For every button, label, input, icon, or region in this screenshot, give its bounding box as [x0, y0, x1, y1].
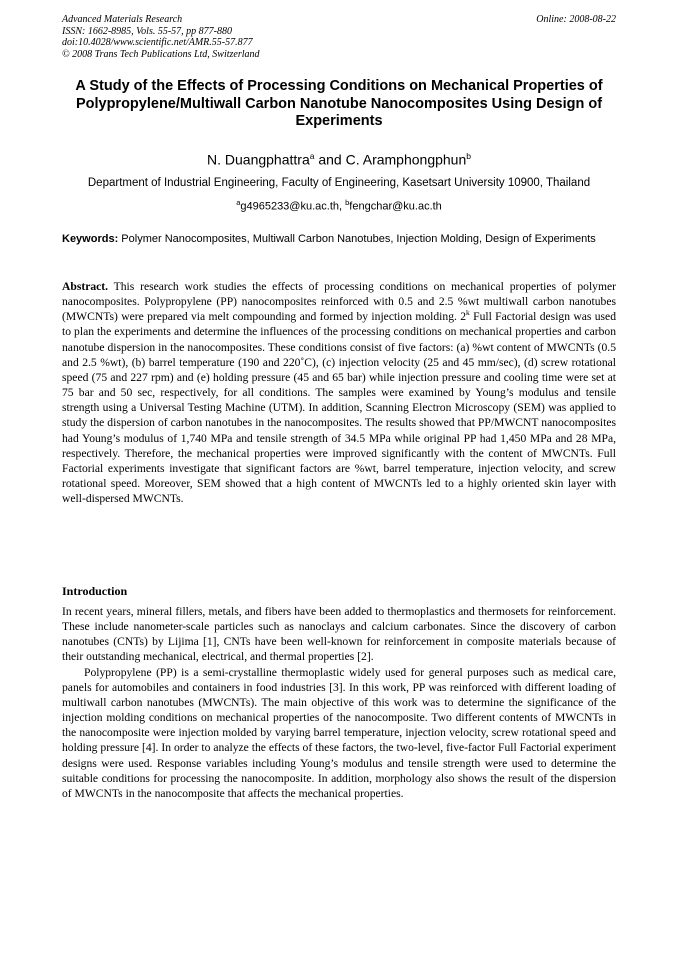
- abstract-label: Abstract.: [62, 280, 109, 293]
- author-line: [62, 148, 616, 169]
- introduction-body: [62, 604, 616, 801]
- journal-name: Advanced Materials Research: [62, 14, 183, 25]
- email-a-sup: a: [236, 198, 241, 207]
- intro-paragraph-2: Polypropylene (PP) is a semi-crystalline thermoplastic widely used for general purposes such as medical care, panels for automobiles and containers in food industries [3]. In this work, PP was reinforced with different loading of multiwall carbon nanotubes (MWCNTs). The main objective of this work was to determine the significance of the injection molding conditions on mechanical properties of the nanocomposite. Two different contents of MWCNTs in the nanocomposite were injection molded by varying barrel temperature, injection velocity, screw rotational speed and holding pressure [4]. In order to analyze the effects of these factors, the two-level, five-factor Full Factorial experiment designs were used. Response variables including Young’s modulus and tensile strength were used to determine the suitable conditions for processing the nanocomposite. In addition, morphology also shows the result of the dispersion of MWCNTs in the nanocomposite that affects the mechanical properties.: [62, 665, 616, 800]
- journal-copyright: © 2008 Trans Tech Publications Ltd, Switzerland: [62, 48, 260, 60]
- keywords: [62, 233, 616, 247]
- email-a[interactable]: g4965233@ku.ac.th: [240, 200, 339, 213]
- keywords-label: Keywords:: [62, 233, 119, 245]
- affiliation: Department of Industrial Engineering, Faculty of Engineering, Kasetsart University 10900, Thailand: [87, 177, 591, 189]
- abstract-sup: k: [466, 308, 470, 318]
- paper-title: A Study of the Effects of Processing Conditions on Mechanical Properties of Polypropylene/Multiwall Carbon Nanotube Nanocomposites Using Design of Experiments: [75, 78, 603, 129]
- journal-header: [62, 14, 616, 60]
- email-sep: ,: [339, 200, 346, 213]
- journal-issn: ISSN: 1662-8985, Vols. 55-57, pp 877-880: [62, 25, 232, 37]
- abstract: [62, 279, 616, 506]
- author-2-sup: b: [466, 151, 471, 161]
- abstract-text-2: Full Factorial design was used to plan the experiments and determine the influences of the processing conditions on mechanical properties and carbon nanotube dispersion in the nanocomposites. These conditions consist of five factors: (a) %wt content of MWCNTs (0.5 and 2.5 %wt), (b) barrel temperature (190 and 220˚C), (c) injection velocity (25 and 45 mm/sec), (d) screw rotational speed (75 and 227 rpm) and (e) holding pressure (45 and 65 bar) while injection pressure and cooling time were set at 75 bar and 50 sec, respectively, for all conditions. The samples were examined by Young’s modulus and tensile strength using a Universal Testing Machine (UTM). In addition, Scanning Electron Microscopy (SEM) was applied to study the dispersion of carbon nanotubes in the nanocomposites. The results showed that PP/MWCNT nanocomposites had Young’s modulus of 1,740 MPa and tensile strength of 34.5 MPa while original PP had 1,450 MPa and 28 MPa, respectively. Therefore, the mechanical properties were improved significantly with the content of MWCNTs. Full Factorial experiments investigate that significant factors are %wt, barrel temperature, injection velocity, and screw rotational speed. Moreover, SEM showed that a high content of MWCNTs led to a highly oriented skin layer with well-dispersed MWCNTs.: [62, 310, 616, 506]
- author-conj: and: [314, 151, 346, 168]
- author-2: C. Aramphongphun: [345, 151, 467, 168]
- journal-info: [62, 14, 616, 60]
- author-1: N. Duangphattra: [207, 151, 310, 168]
- email-line: [62, 196, 616, 214]
- keywords-text: Polymer Nanocomposites, Multiwall Carbon Nanotubes, Injection Molding, Design of Experiments: [118, 233, 596, 245]
- journal-doi[interactable]: doi:10.4028/www.scientific.net/AMR.55-57.877: [62, 37, 253, 48]
- intro-paragraph-1: In recent years, mineral fillers, metals, and fibers have been added to thermoplastics and thermosets for reinforcement. These include nanometer-scale particles such as nanoclays and calcium carbonates. Since the discovery of carbon nanotubes (CNTs) by Lijima [1], CNTs have been well-known for reinforcement in composite materials because of their outstanding mechanical, electrical, and thermal properties [2].: [62, 605, 616, 664]
- introduction-heading: Introduction: [62, 584, 128, 598]
- email-b[interactable]: fengchar@ku.ac.th: [349, 200, 442, 213]
- author-1-sup: a: [309, 151, 315, 161]
- email-b-sup: b: [345, 198, 350, 207]
- online-date: Online: 2008-08-22: [536, 14, 616, 25]
- abstract-text-1: This research work studies the effects of processing conditions on mechanical properties of polymer nanocomposites. Polypropylene (PP) nanocomposites reinforced with 0.5 and 2.5 %wt multiwall carbon nanotubes (MWCNTs) were prepared via melt compounding and formed by injection molding. 2: [62, 280, 616, 324]
